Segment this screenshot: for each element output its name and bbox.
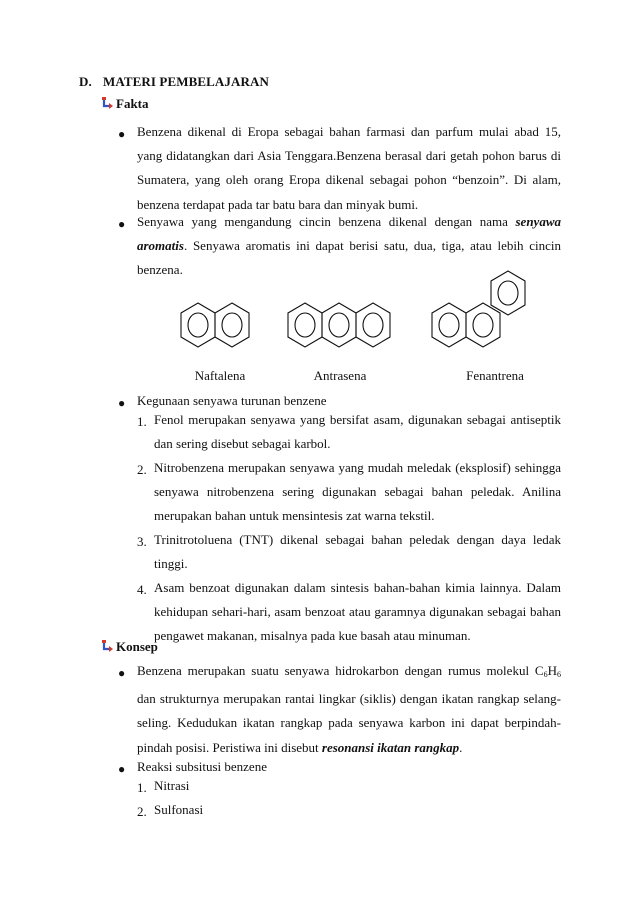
formula-subscript: 6 bbox=[543, 670, 548, 679]
use-item-2: Nitrobenzena merupakan senyawa yang mudah meledak (eksplosif) sehingga senyawa nitrobenzena sering digunakan sebagai bahan peledak. Anilina merupakan bahan untuk mensintesis zat warna tekstil. bbox=[154, 460, 561, 524]
fakta-bullet-1: Benzena dikenal di Eropa sebagai bahan farmasi dan parfum mulai abad 15, yang didatangkan dari Asia Tenggara.Benzena berasal dari getah pohon barus di Sumatera, yang oleh orang Eropa dikenal sebagai pohon “benzoin”. Di alam, benzena terdapat pada tar batu bara dan minyak bumi. bbox=[137, 124, 561, 212]
subheading-fakta-label: Fakta bbox=[116, 96, 149, 111]
reaction-item-1: Nitrasi bbox=[154, 778, 190, 793]
naftalena-label: Naftalena bbox=[194, 368, 246, 383]
konsep-bullet-1 bbox=[137, 659, 561, 760]
list-number: 2. bbox=[137, 462, 147, 477]
use-item-1: Fenol merupakan senyawa yang bersifat asam, digunakan sebagai antiseptik dan sering disebut sebagai karbol. bbox=[154, 412, 561, 452]
term-resonansi: resonansi ikatan rangkap bbox=[321, 739, 460, 755]
fakta-bullet-3: Kegunaan senyawa turunan benzene bbox=[137, 393, 327, 408]
subheading-konsep-label: Konsep bbox=[116, 639, 158, 654]
bullet-dot: ● bbox=[118, 396, 126, 410]
list-number: 4. bbox=[137, 582, 147, 597]
bullet-dot: ● bbox=[118, 762, 126, 776]
formula-h: H bbox=[547, 663, 557, 678]
reaction-item-2: Sulfonasi bbox=[154, 802, 204, 817]
down-right-arrow-icon bbox=[100, 97, 114, 111]
down-right-arrow-icon bbox=[100, 640, 114, 654]
list-number: 1. bbox=[137, 780, 147, 795]
bullet-dot: ● bbox=[118, 666, 126, 680]
section-number: D. bbox=[79, 74, 92, 89]
antrasena-structure bbox=[280, 290, 400, 360]
bullet-dot: ● bbox=[118, 127, 126, 141]
antrasena-label: Antrasena bbox=[313, 368, 367, 383]
list-number: 2. bbox=[137, 804, 147, 819]
konsep-bullet-1-text-end: . bbox=[459, 739, 463, 755]
bullet-dot: ● bbox=[118, 217, 126, 231]
use-item-4: Asam benzoat digunakan dalam sintesis bahan-bahan kimia lainnya. Dalam kehidupan sehari-hari, asam benzoat atau garamnya digunakan sebagai bahan pengawet makanan, misalnya pada kue basah atau minuman. bbox=[154, 580, 561, 644]
list-number: 1. bbox=[137, 414, 147, 429]
konsep-bullet-2: Reaksi subsitusi benzene bbox=[137, 759, 267, 774]
section-title: MATERI PEMBELAJARAN bbox=[103, 74, 269, 89]
naftalena-structure bbox=[170, 290, 260, 360]
term-senyawa-aromatis: senyawa aromatis bbox=[137, 214, 561, 254]
konsep-bullet-1-text-mid: dan strukturnya merupakan rantai lingkar (siklis) dengan ikatan rangkap selang-seling. Kedudukan ikatan rangkap pada senyawa karbon ini dapat berpindah-pindah posisi. Peristiwa ini disebut bbox=[137, 691, 561, 755]
fakta-bullet-2-text-end: . Senyawa aromatis ini dapat berisi satu, dua, tiga, atau lebih cincin benzena. bbox=[137, 238, 561, 278]
section-heading bbox=[79, 74, 269, 90]
use-item-3: Trinitrotoluena (TNT) dikenal sebagai bahan peledak dengan daya ledak tinggi. bbox=[154, 532, 561, 572]
konsep-bullet-1-text: Benzena merupakan suatu senyawa hidrokarbon dengan rumus molekul C bbox=[137, 663, 544, 678]
fenantrena-structure bbox=[420, 265, 532, 365]
fenantrena-label: Fenantrena bbox=[466, 368, 524, 383]
list-number: 3. bbox=[137, 534, 147, 549]
formula-subscript: 6 bbox=[557, 670, 561, 679]
fakta-bullet-2-text: Senyawa yang mengandung cincin benzena dikenal dengan nama bbox=[137, 214, 516, 229]
